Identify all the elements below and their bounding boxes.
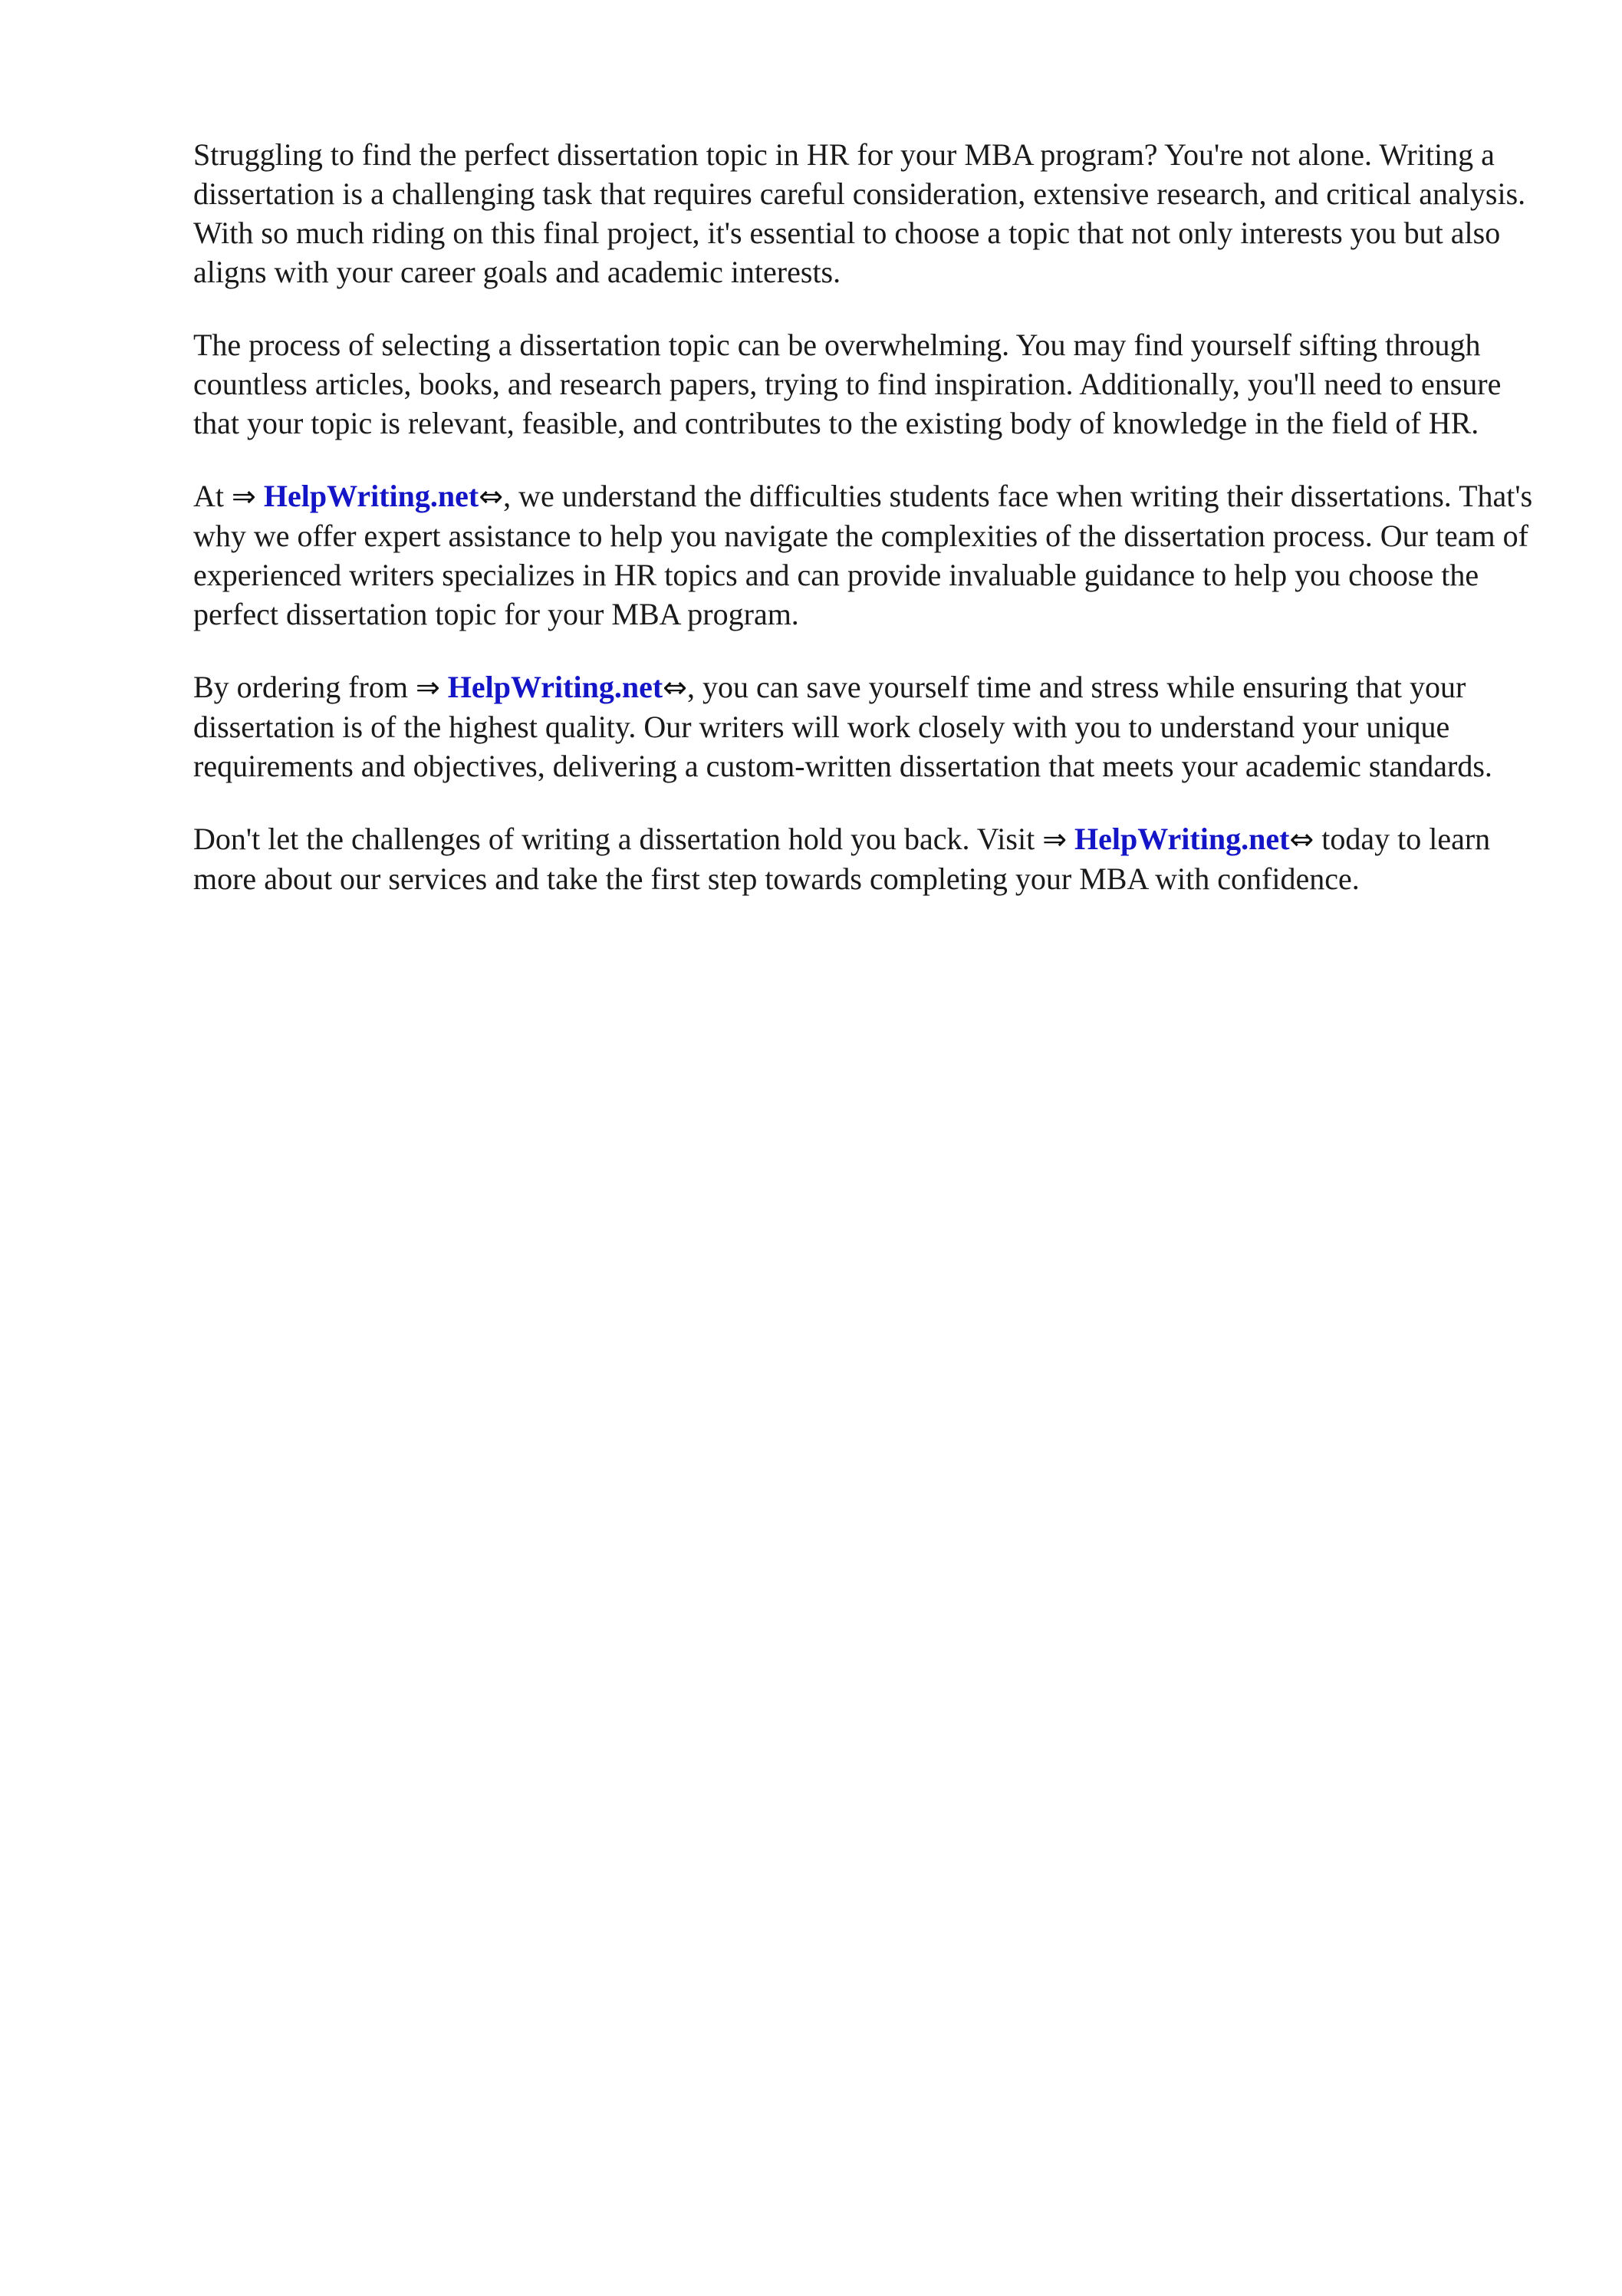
right-arrow-icon: ⇒ xyxy=(1042,822,1068,856)
helpwriting-link[interactable]: HelpWriting.net xyxy=(263,479,479,513)
helpwriting-link[interactable]: HelpWriting.net xyxy=(1074,822,1290,856)
right-arrow-icon: ⇒ xyxy=(415,670,440,704)
document-body xyxy=(193,135,1543,932)
double-arrow-icon: ⇔ xyxy=(663,670,688,704)
paragraph-process xyxy=(193,325,1543,443)
paragraph-text-before: At xyxy=(193,479,224,513)
paragraph-text-after: , we understand the difficulties students face when writing their dissertations. That's why we offer expert assistance to help you navigate the complexities of the dissertation process. Our team of experienced writers specializes in HR topics and can provide invaluable guidance to help you choose the perfect dissertation topic for your MBA program. xyxy=(193,479,1533,631)
paragraph-text-after: , you can save yourself time and stress while ensuring that your dissertation is of the highest quality. Our writers will work closely with you to understand your unique requirements and objectives, delivering a custom-written dissertation that meets your academic standards. xyxy=(193,670,1492,783)
paragraph-text: Struggling to find the perfect dissertation topic in HR for your MBA program? You're not alone. Writing a dissertation is a challenging task that requires careful consideration, extensive research, and critical analysis. With so much riding on this final project, it's essential to choose a topic that not only interests you but also aligns with your career goals and academic interests. xyxy=(193,137,1526,289)
double-arrow-icon: ⇔ xyxy=(1289,822,1314,856)
paragraph-call-to-action xyxy=(193,819,1543,898)
paragraph-text-before: By ordering from xyxy=(193,670,408,704)
paragraph-text: The process of selecting a dissertation topic can be overwhelming. You may find yourself sifting through countless articles, books, and research papers, trying to find inspiration. Additionally, you'll need to ensure that your topic is relevant, feasible, and contributes to the existing body of knowledge in the field of HR. xyxy=(193,328,1502,440)
paragraph-text-after: today to learn more about our services and take the first step towards completing your MBA with confidence. xyxy=(193,822,1491,896)
paragraph-about-service xyxy=(193,476,1543,634)
paragraph-intro xyxy=(193,135,1543,292)
helpwriting-link[interactable]: HelpWriting.net xyxy=(447,670,663,704)
double-arrow-icon: ⇔ xyxy=(479,479,504,513)
paragraph-ordering xyxy=(193,667,1543,786)
right-arrow-icon: ⇒ xyxy=(232,479,256,513)
paragraph-text-before: Don't let the challenges of writing a dissertation hold you back. Visit xyxy=(193,822,1035,856)
